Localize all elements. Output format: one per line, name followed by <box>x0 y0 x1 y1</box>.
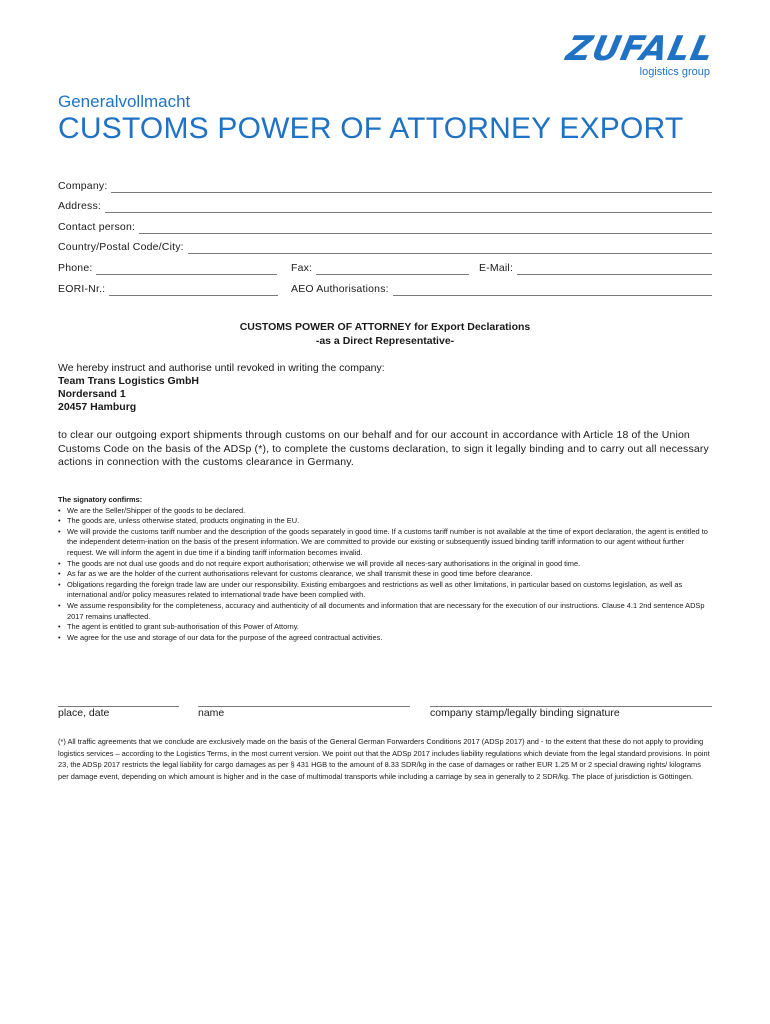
aeo-field[interactable] <box>393 283 712 296</box>
name-label: name <box>198 707 225 719</box>
confirmations-list <box>58 506 712 644</box>
list-item: • We assume responsibility for the completeness, accuracy and authenticity of all documents and information that are necessary for the execution of our instructions. Clause 4.1 2nd sentence ADSp 2017 remains unaffected. <box>58 601 712 622</box>
company-logo <box>562 29 719 78</box>
form-row-phone <box>58 254 712 275</box>
email-group <box>479 262 712 275</box>
aeo-group <box>291 283 712 296</box>
document-title: CUSTOMS POWER OF ATTORNEY EXPORT <box>58 112 684 145</box>
list-item: • We agree for the use and storage of our data for the purpose of the agreed contractual activities. <box>58 633 712 644</box>
list-item: • The goods are not dual use goods and do not require export authorisation; otherwise we will provide all neces-sary authorisations in the original in good time. <box>58 559 712 570</box>
form-row-contact <box>58 213 712 234</box>
list-item: • The agent is entitled to grant sub-authorisation of this Power of Attorny. <box>58 622 712 633</box>
email-field[interactable] <box>517 262 712 275</box>
contact-person-label: Contact person: <box>58 220 136 233</box>
adsp-footnote: (*) All traffic agreements that we conclude are exclusively made on the basis of the General German Forwarders Conditions 2017 (ADSp 2017) and - to the extent that these do not apply to providing logistics services – according to the Logistics Terms, in the most current version. We point out that the ADSp 2017 includes liability regulations which deviate from the legal standard provisions. In point 23, the ADSp 2017 restricts the legal liability for cargo damages as per § 431 HGB to the amount of 8.33 SDR/kg in the case of damages or rather EUR 1.25 M or 2 special drawing rights/ kilograms per damage event, depending on which amount is higher and in the case of multimodal transports while including a carriage by sea in generally to 2 SDR/kg. The place of jurisdiction is Göttingen. <box>58 737 710 781</box>
fax-field[interactable] <box>316 262 469 275</box>
list-item: • Obligations regarding the foreign trade law are under our responsibility. Existing embargoes and restrictions as well as other limitations, in particular based on customs legislation, as well as international and/or policy measures related to international trade have been complied with. <box>58 580 712 601</box>
country-label: Country/Postal Code/City: <box>58 241 184 254</box>
company-field[interactable] <box>111 180 712 193</box>
logo-wordmark: ZUFALL <box>562 29 719 69</box>
country-field[interactable] <box>188 241 712 254</box>
heading-line-1: CUSTOMS POWER OF ATTORNEY for Export Declarations <box>239 321 531 333</box>
form-row-country <box>58 234 712 255</box>
document-subtitle: Generalvollmacht <box>58 92 191 111</box>
phone-group <box>58 262 277 275</box>
eori-group <box>58 283 278 296</box>
phone-label: Phone: <box>58 261 93 274</box>
intro-text: We hereby instruct and authorise until revoked in writing the company: <box>58 362 385 374</box>
intro-block <box>58 362 712 414</box>
agent-city: 20457 Hamburg <box>58 401 137 413</box>
list-item: • We will provide the customs tariff number and the description of the goods separately in good time. If a customs tariff number is not available at the time of export declaration, the agent is entitled to the independent determ-ination on the basis of the present information. We are committed to provide our existing or subsequently issued binding tariff information to our agent without further request. We will inform the agent in due time if a binding tariff information becomes invalid. <box>58 527 712 559</box>
form-row-company <box>58 172 712 193</box>
signature-label: company stamp/legally binding signature <box>430 707 620 719</box>
aeo-label: AEO Authorisations: <box>291 282 389 295</box>
name-field[interactable] <box>198 706 410 707</box>
phone-field[interactable] <box>96 262 277 275</box>
confirmations-block <box>58 495 712 643</box>
eori-field[interactable] <box>109 283 278 296</box>
agent-company-name: Team Trans Logistics GmbH <box>58 375 200 387</box>
fax-group <box>291 262 469 275</box>
heading-line-2: -as a Direct Representative- <box>315 335 455 347</box>
logo-tagline: logistics group <box>639 66 710 78</box>
authorisation-paragraph: to clear our outgoing export shipments through customs on our behalf and for our account in accordance with Article 18 of the Union Customs Code on the basis of the ADSp (*), to complete the customs declaration, to sign it legally binding and to carry out all necessary actions in connection with the customs clearance in Germany. <box>58 429 709 468</box>
contact-person-field[interactable] <box>139 221 712 234</box>
fax-label: Fax: <box>291 261 313 274</box>
agent-street: Nordersand 1 <box>58 388 126 400</box>
company-label: Company: <box>58 179 108 192</box>
confirmations-heading: The signatory confirms: <box>58 495 143 504</box>
email-label: E-Mail: <box>479 261 514 274</box>
form-row-address <box>58 193 712 214</box>
list-item: • We are the Seller/Shipper of the goods to be declared. <box>58 506 712 517</box>
form-row-eori <box>58 275 712 296</box>
eori-label: EORI-Nr.: <box>58 282 106 295</box>
address-field[interactable] <box>105 200 712 213</box>
contact-form <box>58 172 712 296</box>
list-item: • The goods are, unless otherwise stated, products originating in the EU. <box>58 516 712 527</box>
place-date-label: place, date <box>58 707 110 719</box>
address-label: Address: <box>58 200 102 213</box>
section-heading <box>58 320 712 348</box>
list-item: • As far as we are the holder of the current authorisations relevant for customs clearance, we shall transmit these in good time before clearance. <box>58 569 712 580</box>
